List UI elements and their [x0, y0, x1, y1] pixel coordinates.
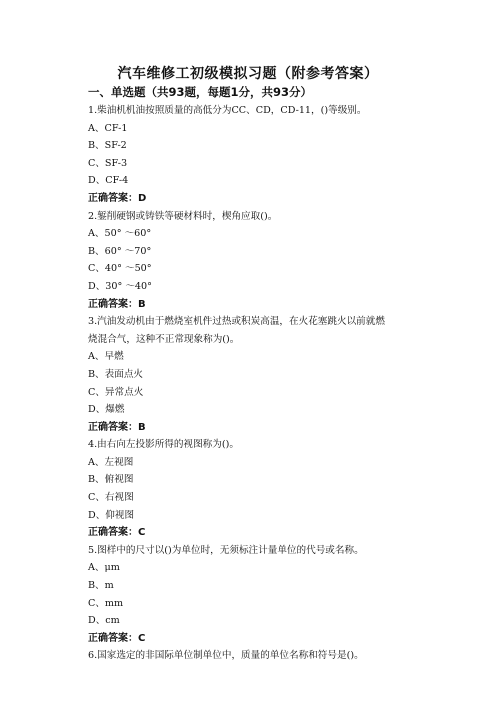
option-a: A、CF-1: [88, 122, 128, 134]
option-c: C、mm: [88, 597, 124, 609]
answer-line: 正确答案：D: [88, 192, 147, 204]
option-b: B、60° ～70°: [88, 245, 152, 257]
option-d: D、CF-4: [88, 175, 129, 187]
option-d: D、仰视图: [88, 509, 135, 521]
option-a: A、50° ～60°: [88, 228, 152, 240]
answer-line: 正确答案：C: [88, 527, 146, 539]
question-text: 1.柴油机机油按照质量的高低分为CC、CD，CD-11，()等级别。: [88, 105, 367, 116]
section-heading: 一、单选题（共93题，每题1分，共93分）: [88, 85, 313, 99]
option-b: B、m: [88, 580, 114, 592]
question-text-line-2: 烧混合气，这种不正常现象称为()。: [88, 333, 240, 345]
option-c: C、SF-3: [88, 157, 128, 169]
question-item: [88, 436, 418, 542]
question-list: [88, 102, 418, 665]
question-text-line-1: 3.汽油发动机由于燃烧室机件过热或积炭高温，在火花塞跳火以前就燃: [88, 316, 385, 328]
question-item: [88, 102, 418, 208]
question-text: 6.国家选定的非国际单位制单位中，质量的单位名称和符号是()。: [88, 650, 364, 662]
answer-line: 正确答案：B: [88, 421, 146, 433]
option-b: B、SF-2: [88, 140, 127, 152]
answer-line: 正确答案：B: [88, 298, 146, 310]
question-item: [88, 208, 418, 314]
document-title: 汽车维修工初级模拟习题（附参考答案）: [117, 66, 379, 82]
option-d: D、30° ～40°: [88, 280, 152, 292]
option-d: D、爆燃: [88, 404, 125, 416]
option-a: A、左视图: [88, 456, 134, 468]
question-text: 2.錾削硬钢或铸铁等硬材料时，楔角应取()。: [88, 210, 278, 222]
question-item: [88, 647, 418, 665]
option-c: C、异常点火: [88, 386, 144, 398]
option-c: C、40° ～50°: [88, 263, 152, 275]
option-a: A、早燃: [88, 351, 124, 363]
option-d: D、cm: [88, 615, 120, 627]
option-b: B、表面点火: [88, 368, 144, 380]
option-b: B、俯视图: [88, 474, 134, 486]
option-c: C、右视图: [88, 492, 134, 504]
answer-line: 正确答案：C: [88, 632, 146, 644]
question-text: 4.由右向左投影所得的视图称为()。: [88, 439, 239, 451]
question-text: 5.图样中的尺寸以()为单位时，无须标注计量单位的代号或名称。: [88, 544, 364, 556]
option-a: A、μm: [88, 562, 120, 574]
question-item: [88, 542, 418, 648]
question-item: [88, 313, 418, 436]
